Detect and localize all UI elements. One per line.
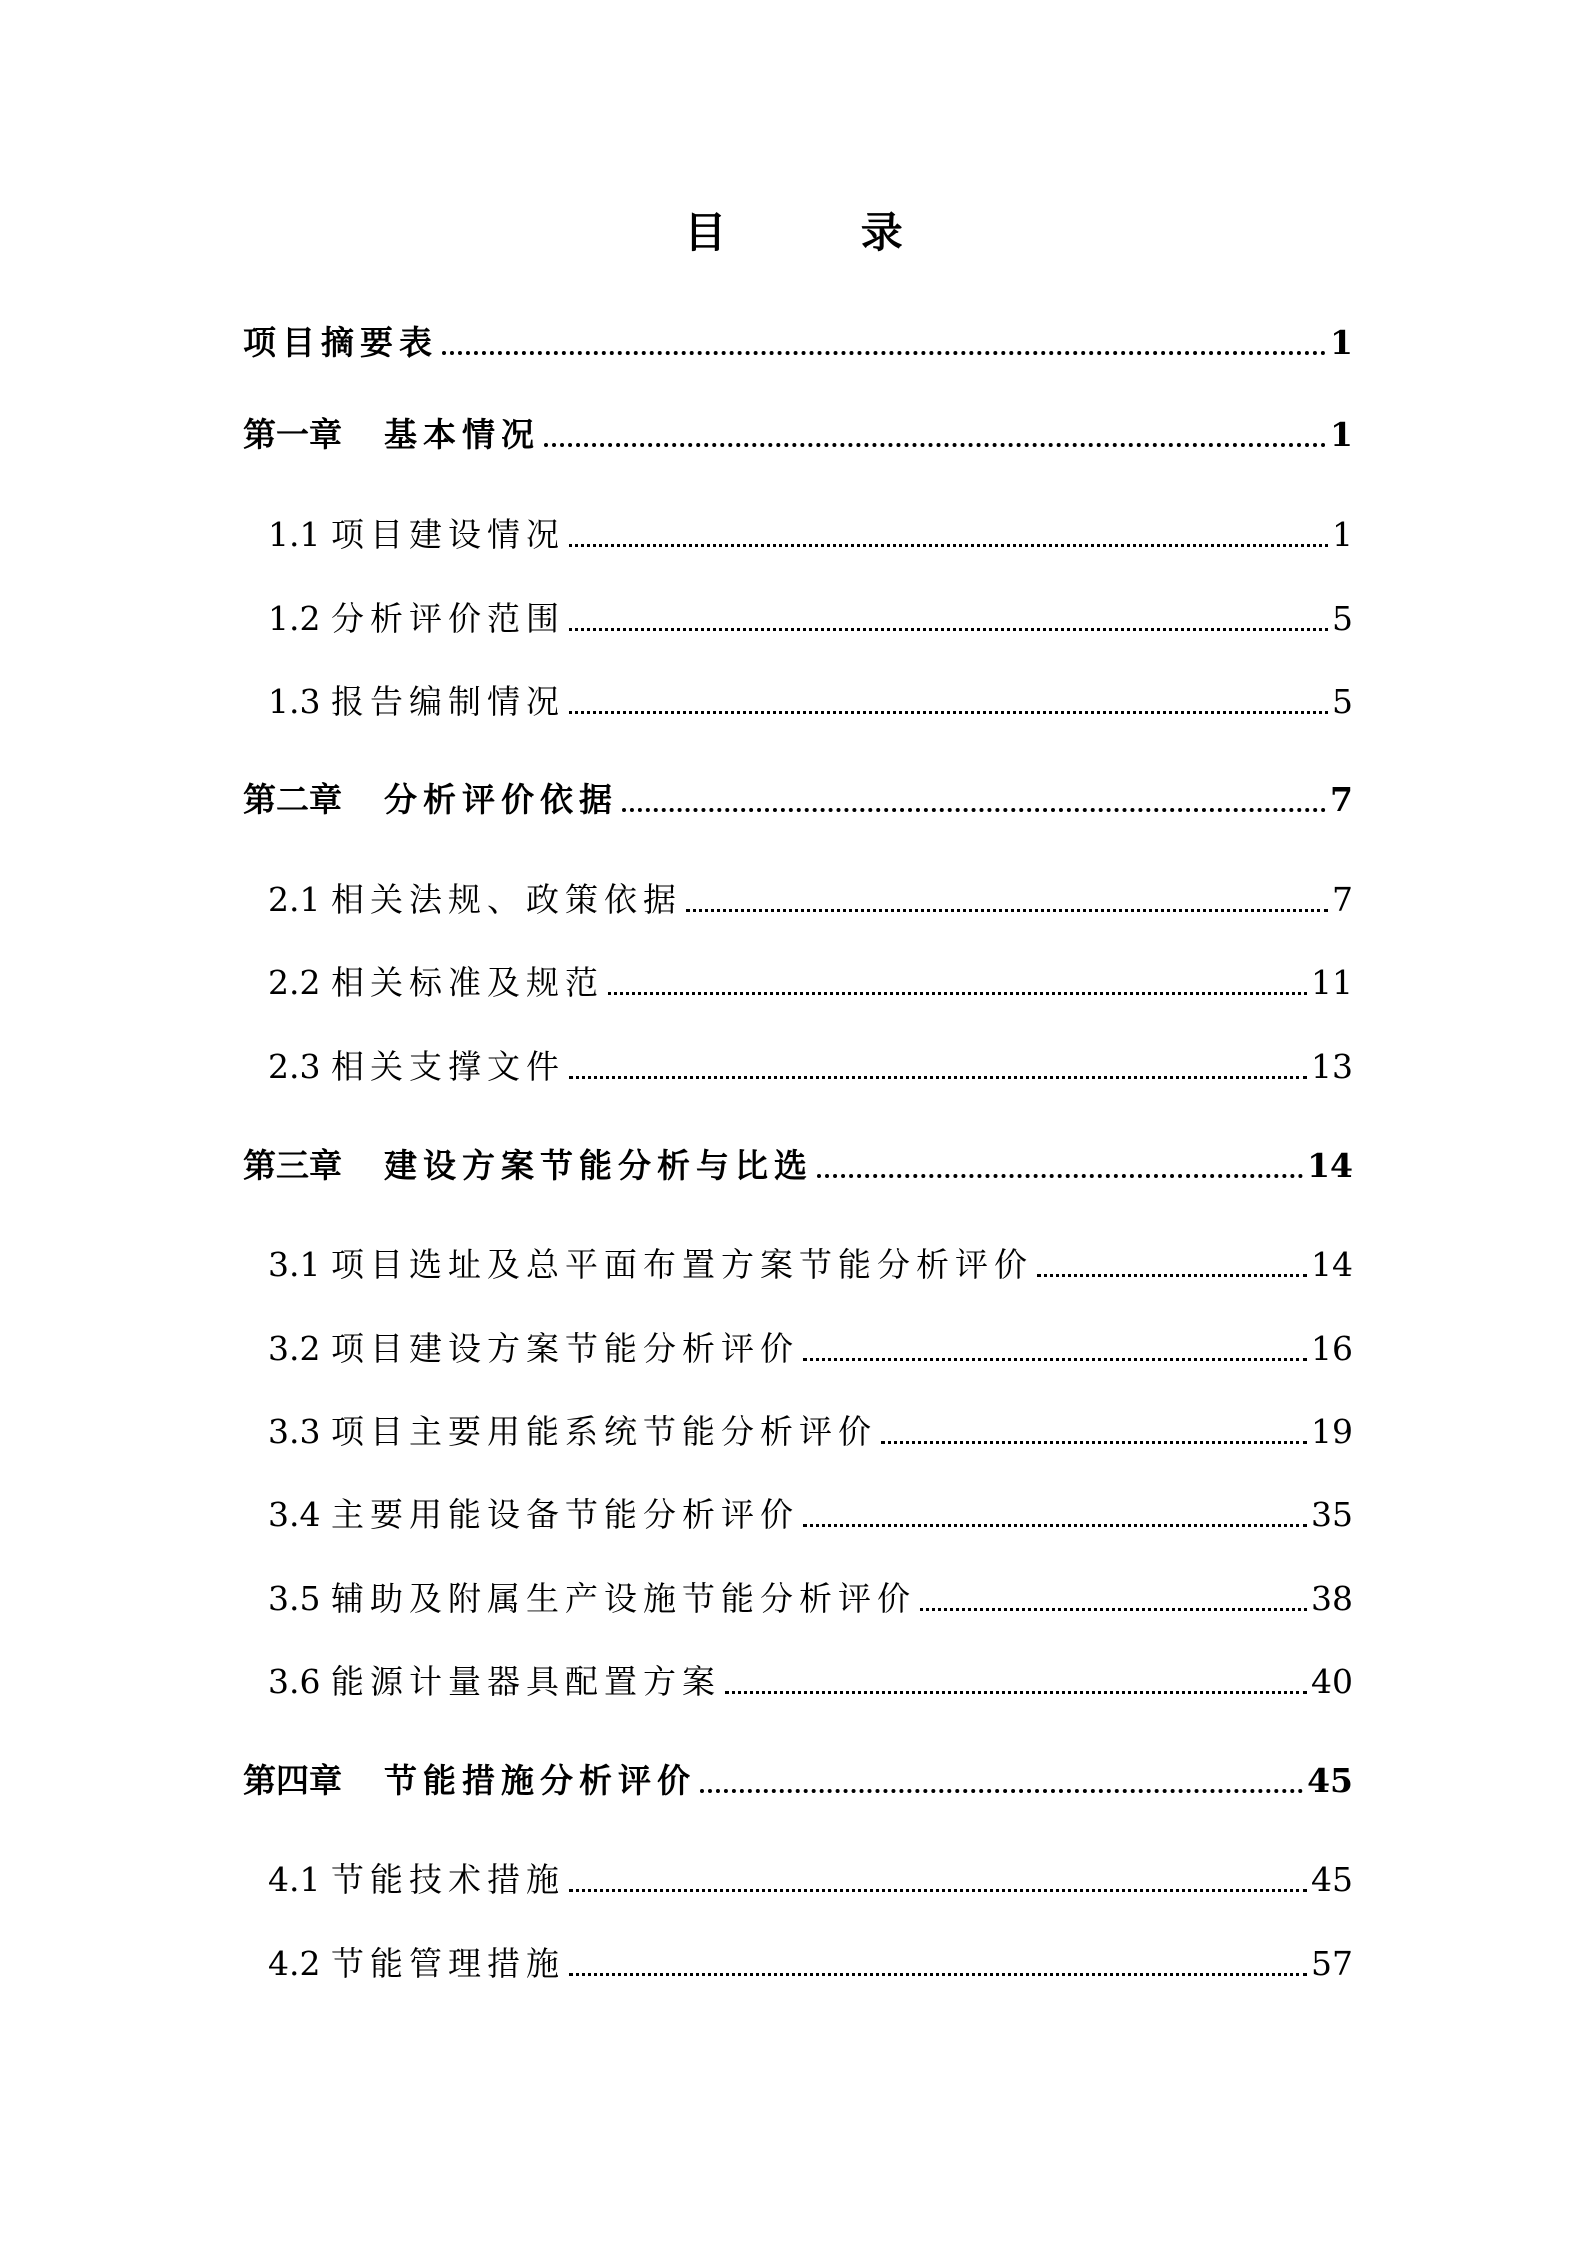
toc-chapter-number: 第四章 bbox=[243, 1761, 342, 1800]
toc-page-number: 5 bbox=[1332, 599, 1353, 638]
toc-page-number: 1 bbox=[1332, 515, 1353, 554]
toc-page-number: 38 bbox=[1311, 1579, 1353, 1618]
toc-section-number: 3.6 bbox=[268, 1662, 331, 1701]
toc-label: 分析评价依据 bbox=[384, 780, 618, 819]
toc-page-number: 45 bbox=[1311, 1860, 1353, 1899]
toc-entry-chapter-3 bbox=[243, 1141, 1353, 1191]
toc-entry-2-3 bbox=[268, 1042, 1353, 1092]
toc-leader bbox=[569, 628, 1328, 631]
toc-chapter-number: 第二章 bbox=[243, 780, 342, 819]
toc-entry-3-1 bbox=[268, 1240, 1353, 1290]
toc-entry-chapter-4 bbox=[243, 1756, 1353, 1806]
toc-chapter-number: 第一章 bbox=[243, 415, 342, 454]
toc-label: 节能措施分析评价 bbox=[384, 1761, 696, 1800]
toc-label: 辅助及附属生产设施节能分析评价 bbox=[330, 1579, 916, 1618]
toc-page-number: 35 bbox=[1311, 1495, 1353, 1534]
toc-leader bbox=[569, 544, 1328, 547]
toc-page-number: 11 bbox=[1311, 963, 1353, 1002]
toc-entry-3-5 bbox=[268, 1574, 1353, 1624]
toc-leader bbox=[817, 1174, 1303, 1178]
toc-leader bbox=[700, 1789, 1303, 1793]
toc-page-number: 57 bbox=[1311, 1944, 1353, 1983]
toc-page-number: 45 bbox=[1307, 1761, 1353, 1800]
toc-entry-4-2 bbox=[268, 1939, 1353, 1989]
toc-section-number: 3.2 bbox=[268, 1329, 331, 1368]
toc-page-number: 16 bbox=[1311, 1329, 1353, 1368]
toc-section-number: 4.1 bbox=[268, 1860, 331, 1899]
toc-label: 项目选址及总平面布置方案节能分析评价 bbox=[330, 1245, 1033, 1284]
toc-leader bbox=[442, 351, 1326, 355]
toc-leader bbox=[544, 443, 1326, 447]
toc-leader bbox=[725, 1691, 1307, 1694]
toc-entry-3-4 bbox=[268, 1490, 1353, 1540]
toc-entry-1-2 bbox=[268, 594, 1353, 644]
toc-entry-3-6 bbox=[268, 1657, 1353, 1707]
toc-label: 节能管理措施 bbox=[330, 1944, 565, 1983]
toc-entry-2-1 bbox=[268, 875, 1353, 925]
toc-leader bbox=[686, 909, 1328, 912]
toc-page-number: 14 bbox=[1311, 1245, 1353, 1284]
toc-entry-summary bbox=[243, 318, 1353, 368]
toc-section-number: 3.5 bbox=[268, 1579, 331, 1618]
toc-page-number: 40 bbox=[1311, 1662, 1353, 1701]
toc-section-number: 1.1 bbox=[268, 515, 331, 554]
toc-label: 分析评价范围 bbox=[330, 599, 565, 638]
toc-page-number: 7 bbox=[1330, 780, 1353, 819]
toc-page-number: 19 bbox=[1311, 1412, 1353, 1451]
toc-page-number: 5 bbox=[1332, 682, 1353, 721]
toc-leader bbox=[881, 1441, 1307, 1444]
toc-label: 相关标准及规范 bbox=[330, 963, 604, 1002]
toc-label: 项目建设方案节能分析评价 bbox=[330, 1329, 799, 1368]
toc-entry-3-2 bbox=[268, 1324, 1353, 1374]
toc-page-number: 14 bbox=[1307, 1146, 1353, 1185]
toc-section-number: 1.2 bbox=[268, 599, 331, 638]
toc-leader bbox=[920, 1608, 1307, 1611]
toc-section-number: 1.3 bbox=[268, 682, 331, 721]
toc-leader bbox=[608, 992, 1307, 995]
toc-label: 相关法规、政策依据 bbox=[330, 880, 682, 919]
page-title: 目 录 bbox=[684, 208, 963, 257]
toc-section-number: 2.1 bbox=[268, 880, 331, 919]
toc-entry-1-1 bbox=[268, 510, 1353, 560]
toc-entry-3-3 bbox=[268, 1407, 1353, 1457]
toc-section-number: 4.2 bbox=[268, 1944, 331, 1983]
toc-leader bbox=[803, 1358, 1307, 1361]
toc-leader bbox=[569, 711, 1328, 714]
toc-entry-1-3 bbox=[268, 677, 1353, 727]
toc-label: 能源计量器具配置方案 bbox=[330, 1662, 721, 1701]
toc-page-number: 7 bbox=[1332, 880, 1353, 919]
toc-entry-2-2 bbox=[268, 958, 1353, 1008]
toc-label: 项目建设情况 bbox=[330, 515, 565, 554]
toc-section-number: 3.4 bbox=[268, 1495, 331, 1534]
toc-label: 基本情况 bbox=[384, 415, 540, 454]
toc-entry-4-1 bbox=[268, 1855, 1353, 1905]
toc-entry-chapter-1 bbox=[243, 410, 1353, 460]
toc-page-number: 13 bbox=[1311, 1047, 1353, 1086]
toc-leader bbox=[803, 1524, 1307, 1527]
toc-leader bbox=[569, 1973, 1307, 1976]
toc-leader bbox=[622, 808, 1326, 812]
toc-label: 主要用能设备节能分析评价 bbox=[330, 1495, 799, 1534]
toc-section-number: 3.3 bbox=[268, 1412, 331, 1451]
toc-section-number: 3.1 bbox=[268, 1245, 331, 1284]
toc-label: 相关支撑文件 bbox=[330, 1047, 565, 1086]
toc-leader bbox=[1037, 1274, 1307, 1277]
toc-label: 报告编制情况 bbox=[330, 682, 565, 721]
toc-section-number: 2.3 bbox=[268, 1047, 331, 1086]
toc-label: 建设方案节能分析与比选 bbox=[384, 1146, 813, 1185]
toc-leader bbox=[569, 1889, 1307, 1892]
toc-label: 节能技术措施 bbox=[330, 1860, 565, 1899]
toc-leader bbox=[569, 1076, 1307, 1079]
toc-page-number: 1 bbox=[1330, 415, 1353, 454]
toc-page-number: 1 bbox=[1330, 323, 1353, 362]
toc-entry-chapter-2 bbox=[243, 775, 1353, 825]
toc-section-number: 2.2 bbox=[268, 963, 331, 1002]
toc-label: 项目主要用能系统节能分析评价 bbox=[330, 1412, 877, 1451]
toc-chapter-number: 第三章 bbox=[243, 1146, 342, 1185]
toc-label: 项目摘要表 bbox=[243, 323, 438, 362]
